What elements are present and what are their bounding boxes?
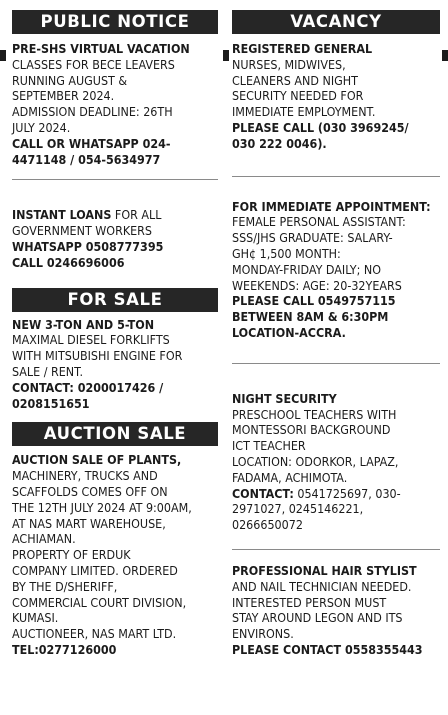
- ad-bold-text: 0208151651: [12, 395, 90, 411]
- ad-text-line: [12, 41, 218, 57]
- ad-bold-text: AUCTION SALE OF PLANTS,: [12, 452, 182, 468]
- ad-bold-text: NEW 3-TON AND 5-TON: [12, 316, 155, 332]
- ad-text-line: [12, 364, 218, 380]
- divider: [232, 363, 440, 364]
- ad-text-line: [12, 396, 218, 412]
- ad-regular-text: SECURITY NEEDED FOR: [232, 88, 364, 104]
- ad-regular-text: SEPTEMBER 2024.: [12, 88, 115, 104]
- ad-text-line: [232, 214, 440, 230]
- ad-regular-text: MONTESSORI BACKGROUND: [232, 422, 391, 438]
- ad-text-line: [232, 642, 440, 658]
- left-column: [12, 10, 218, 658]
- ad-text-line: [232, 501, 440, 517]
- ad-regular-text: IMMEDIATE EMPLOYMENT.: [232, 104, 376, 120]
- ad-regular-text: AND NAIL TECHNICIAN NEEDED.: [232, 578, 412, 594]
- ad-text-line: [232, 262, 440, 278]
- ad-regular-text: WEEKENDS: AGE: 20-32YEARS: [232, 277, 402, 293]
- ad-text-line: [12, 626, 218, 642]
- ad-bold-text: TEL:0277126000: [12, 641, 117, 657]
- ad-regular-text: LOCATION: ODORKOR, LAPAZ,: [232, 453, 399, 469]
- ad-text-line: [12, 484, 218, 500]
- ad-bold-text: FOR IMMEDIATE APPOINTMENT:: [232, 198, 431, 214]
- ad-bold-text: CONTACT:: [232, 485, 294, 501]
- ad-text-line: [232, 325, 440, 341]
- ad-text-line: [12, 610, 218, 626]
- ad-bold-text: 4471148 / 054-5634977: [12, 151, 161, 167]
- ad-regular-text: SALE / RENT.: [12, 363, 84, 379]
- ad-text-line: [12, 136, 218, 152]
- divider: [232, 549, 440, 550]
- ad-text-line: [12, 152, 218, 168]
- ad-text-line: [232, 626, 440, 642]
- public-notice-header: PUBLIC NOTICE: [12, 10, 218, 34]
- ad-text-line: [232, 470, 440, 486]
- ad-text-line: [12, 579, 218, 595]
- ad-regular-text: AT NAS MART WAREHOUSE,: [12, 515, 166, 531]
- ad-regular-text: COMPANY LIMITED. ORDERED: [12, 562, 178, 578]
- ad-text-line: [12, 348, 218, 364]
- ad-text-line: [12, 468, 218, 484]
- ad-regular-text: ENVIRONS.: [232, 626, 294, 642]
- ad-regular-text: GOVERNMENT WORKERS: [12, 223, 152, 239]
- ad-text-line: [12, 255, 218, 271]
- immediate-appointment-ad: [232, 199, 440, 341]
- ad-text-line: [12, 547, 218, 563]
- ad-regular-text: SCAFFOLDS COMES OFF ON: [12, 483, 168, 499]
- ad-bold-text: INSTANT LOANS: [12, 207, 112, 223]
- ad-regular-text: ACHIAMAN.: [12, 531, 76, 547]
- ad-bold-text: WHATSAPP 0508777395: [12, 238, 164, 254]
- ad-bold-text: BETWEEN 8AM & 6:30PM: [232, 309, 389, 325]
- ad-text-line: [12, 332, 218, 348]
- ad-bold-text: LOCATION-ACCRA.: [232, 324, 346, 340]
- ad-bold-text: CALL OR WHATSAPP 024-: [12, 135, 171, 151]
- ad-text-line: [12, 207, 218, 223]
- ad-text-line: [12, 531, 218, 547]
- ad-text-line: [232, 293, 440, 309]
- right-edge-marker: [442, 50, 448, 61]
- ad-regular-text: 0541725697, 030-: [293, 485, 401, 501]
- ad-bold-text: 030 222 0046).: [232, 135, 327, 151]
- ad-text-line: [12, 563, 218, 579]
- ad-regular-text: FADAMA, ACHIMOTA.: [232, 469, 348, 485]
- ad-regular-text: MONDAY-FRIDAY DAILY; NO: [232, 261, 381, 277]
- ad-bold-text: PRE-SHS VIRTUAL VACATION: [12, 41, 190, 56]
- ad-text-line: [12, 104, 218, 120]
- ad-regular-text: ICT TEACHER: [232, 438, 306, 454]
- ad-regular-text: WITH MITSUBISHI ENGINE FOR: [12, 348, 183, 364]
- ad-bold-text: CALL 0246696006: [12, 254, 125, 270]
- ad-regular-text: GH¢ 1,500 MONTH:: [232, 245, 341, 261]
- ad-bold-text: PLEASE CALL (030 3969245/: [232, 119, 409, 135]
- ad-regular-text: PROPERTY OF ERDUK: [12, 547, 131, 563]
- ad-text-line: [232, 517, 440, 533]
- ad-text-line: [232, 41, 440, 57]
- ad-regular-text: KUMASI.: [12, 610, 59, 626]
- ad-regular-text: FEMALE PERSONAL ASSISTANT:: [232, 214, 406, 230]
- ad-bold-text: CONTACT: 0200017426 /: [12, 379, 164, 395]
- ad-regular-text: SSS/JHS GRADUATE: SALARY-: [232, 230, 393, 246]
- ad-text-line: [232, 278, 440, 294]
- ad-regular-text: INTERESTED PERSON MUST: [232, 594, 387, 610]
- ad-text-line: [232, 486, 440, 502]
- for-sale-header: FOR SALE: [12, 288, 218, 312]
- ad-text-line: [232, 610, 440, 626]
- ad-regular-text: 0266650072: [232, 517, 303, 533]
- ad-text-line: [232, 595, 440, 611]
- right-column: [232, 10, 440, 658]
- for-sale-ad: [12, 317, 218, 412]
- divider: [232, 176, 440, 177]
- ad-bold-text: NIGHT SECURITY: [232, 390, 337, 406]
- ad-text-line: [232, 407, 440, 423]
- vacancy-ad: [232, 41, 440, 152]
- left-edge-marker: [0, 50, 6, 61]
- ad-text-line: [12, 88, 218, 104]
- night-security-ad: [232, 391, 440, 533]
- ad-text-line: [12, 57, 218, 73]
- ad-text-line: [232, 88, 440, 104]
- ad-regular-text: THE 12TH JULY 2024 AT 9:00AM,: [12, 499, 192, 515]
- ad-text-line: [12, 642, 218, 658]
- ad-regular-text: STAY AROUND LEGON AND ITS: [232, 610, 403, 626]
- ad-regular-text: RUNNING AUGUST &: [12, 72, 128, 88]
- ad-text-line: [12, 73, 218, 89]
- ad-text-line: [232, 230, 440, 246]
- ad-text-line: [232, 391, 440, 407]
- ad-text-line: [232, 438, 440, 454]
- ad-text-line: [12, 317, 218, 333]
- ad-regular-text: PRESCHOOL TEACHERS WITH: [232, 406, 397, 422]
- ad-regular-text: MACHINERY, TRUCKS AND: [12, 468, 158, 484]
- ad-text-line: [12, 516, 218, 532]
- ad-regular-text: CLEANERS AND NIGHT: [232, 72, 358, 88]
- column-marker: [223, 50, 229, 61]
- ad-text-line: [232, 104, 440, 120]
- ad-regular-text: AUCTIONEER, NAS MART LTD.: [12, 626, 177, 642]
- ad-text-line: [12, 595, 218, 611]
- hair-stylist-ad: [232, 563, 440, 658]
- ad-text-line: [12, 223, 218, 239]
- ad-text-line: [232, 57, 440, 73]
- ad-text-line: [12, 239, 218, 255]
- ad-text-line: [232, 73, 440, 89]
- divider: [12, 179, 218, 180]
- vacancy-header: VACANCY: [232, 10, 440, 34]
- ad-text-line: [232, 136, 440, 152]
- ad-regular-text: COMMERCIAL COURT DIVISION,: [12, 594, 187, 610]
- ad-text-line: [12, 500, 218, 516]
- ad-bold-text: PLEASE CONTACT 0558355443: [232, 641, 423, 657]
- ad-text-line: [232, 246, 440, 262]
- ad-regular-text: BY THE D/SHERIFF,: [12, 578, 118, 594]
- ad-text-line: [232, 422, 440, 438]
- ad-regular-text: ADMISSION DEADLINE: 26TH: [12, 104, 173, 120]
- ad-bold-text: REGISTERED GENERAL: [232, 41, 373, 56]
- instant-loans-ad: [12, 207, 218, 270]
- ad-text-line: [232, 579, 440, 595]
- ad-text-line: [12, 452, 218, 468]
- ad-text-line: [12, 120, 218, 136]
- auction-sale-ad: [12, 452, 218, 657]
- ad-regular-text: 2971027, 0245146221,: [232, 501, 364, 517]
- ad-text-line: [232, 454, 440, 470]
- public-notice-ad: [12, 41, 218, 167]
- ad-bold-text: PROFESSIONAL HAIR STYLIST: [232, 562, 417, 578]
- ad-regular-text: CLASSES FOR BECE LEAVERS: [12, 56, 175, 72]
- ad-text-line: [232, 199, 440, 215]
- ad-text-line: [12, 380, 218, 396]
- auction-sale-header: AUCTION SALE: [12, 422, 218, 446]
- ad-regular-text: FOR ALL: [111, 207, 162, 223]
- ad-text-line: [232, 309, 440, 325]
- ad-bold-text: PLEASE CALL 0549757115: [232, 293, 396, 309]
- ad-regular-text: MAXIMAL DIESEL FORKLIFTS: [12, 332, 170, 348]
- ad-text-line: [232, 120, 440, 136]
- ad-regular-text: NURSES, MIDWIVES,: [232, 56, 346, 72]
- ad-regular-text: JULY 2024.: [12, 119, 71, 135]
- ad-text-line: [232, 563, 440, 579]
